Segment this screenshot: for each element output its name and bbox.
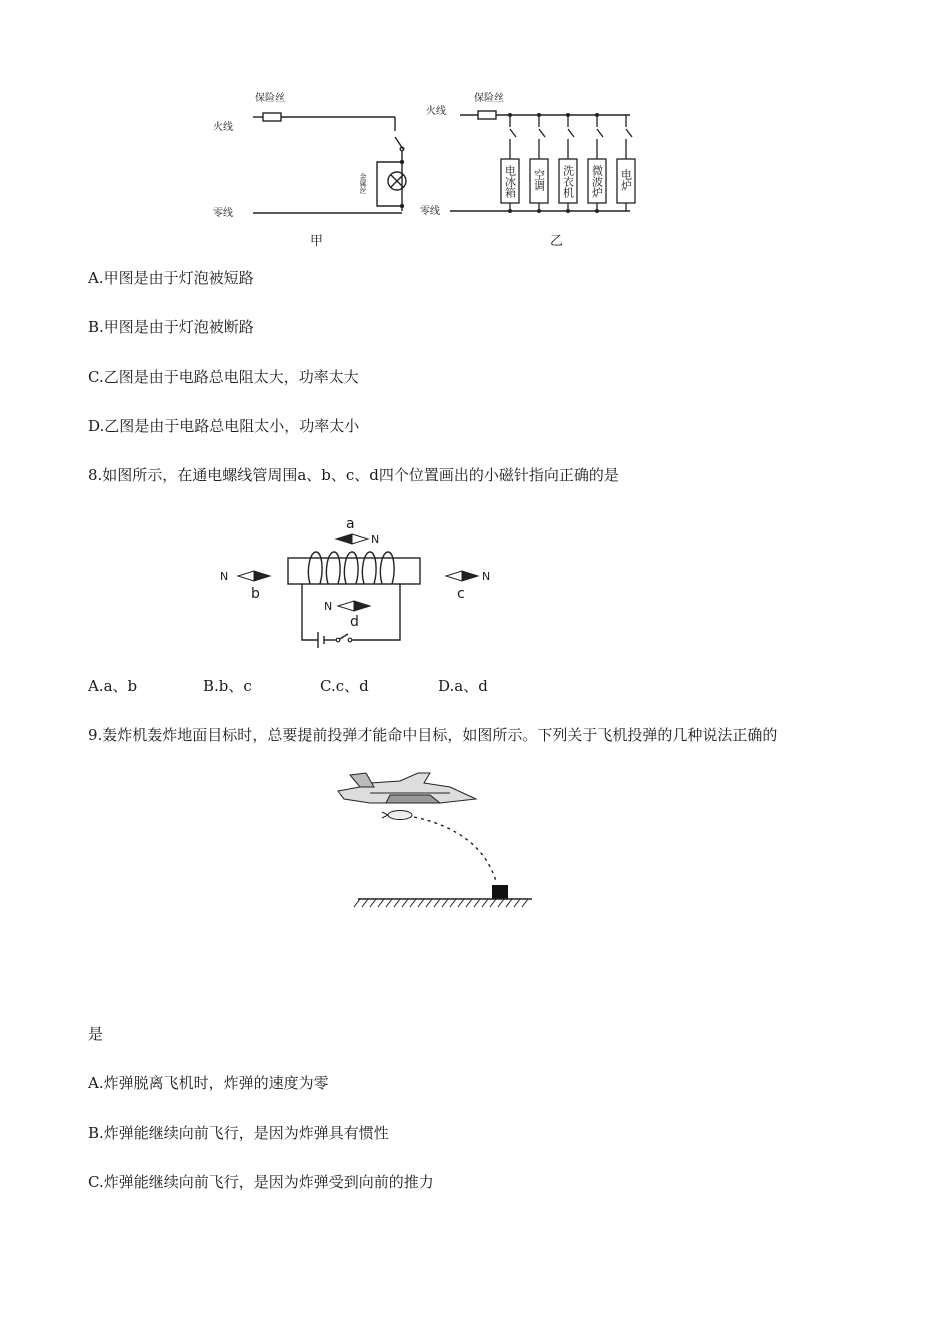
jia-wire-label: 金属丝 xyxy=(359,173,367,194)
q8-option-a: A.a、b xyxy=(88,677,138,695)
label-a: a xyxy=(346,516,355,532)
q7-option-a: A.甲图是由于灯泡被短路 xyxy=(88,269,254,287)
q7-option-b: B.甲图是由于灯泡被断路 xyxy=(88,318,254,336)
q9-stem: 9.轰炸机轰炸地面目标时，总要提前投弹才能命中目标，如图所示。下列关于飞机投弹的几种说法正确的 xyxy=(88,726,778,744)
appliance-fridge-label: 电冰箱 xyxy=(503,165,517,198)
pole-a: N xyxy=(371,533,380,546)
q8-option-c: C.c、d xyxy=(320,677,369,695)
pole-c: N xyxy=(482,570,491,583)
yi-live-label: 火线 xyxy=(426,106,446,117)
q7-option-c: C.乙图是由于电路总电阻太大，功率太大 xyxy=(88,368,359,386)
q9-stem-cont: 是 xyxy=(88,1025,104,1043)
yi-neutral-label: 零线 xyxy=(420,206,440,217)
q8-option-b: B.b、c xyxy=(203,677,252,695)
solenoid-figure xyxy=(210,510,500,660)
needle-c xyxy=(446,571,478,581)
q7-option-d: D.乙图是由于电路总电阻太小，功率太小 xyxy=(88,417,360,435)
appliance-microwave-label: 微波炉 xyxy=(590,165,604,198)
label-d: d xyxy=(350,614,359,630)
yi-fuse-label: 保险丝 xyxy=(474,93,504,104)
ground-hatch xyxy=(354,899,528,907)
appliance-washer-label: 洗衣机 xyxy=(561,165,575,198)
trajectory xyxy=(414,817,496,881)
needle-b xyxy=(238,571,270,581)
jia-caption: 甲 xyxy=(310,234,324,249)
pole-b: N xyxy=(220,570,229,583)
appliance-ac-label: 空调 xyxy=(532,169,546,191)
circuit-figure-jia xyxy=(205,85,435,255)
q8-option-d: D.a、d xyxy=(438,677,488,695)
airplane-icon xyxy=(338,773,476,803)
jia-fuse-label: 保险丝 xyxy=(255,93,285,104)
q9-option-c: C.炸弹能继续向前飞行，是因为炸弹受到向前的推力 xyxy=(88,1173,434,1191)
bomber-figure xyxy=(330,765,540,915)
needle-a xyxy=(336,534,368,544)
jia-neutral-label: 零线 xyxy=(213,208,233,219)
jia-live-label: 火线 xyxy=(213,122,233,133)
target-block xyxy=(492,885,508,899)
label-b: b xyxy=(251,586,260,602)
circuit-figure-yi xyxy=(420,85,660,255)
appliance-stove-label: 电炉 xyxy=(619,169,633,191)
label-c: c xyxy=(457,586,465,602)
pole-d: N xyxy=(324,600,333,613)
yi-caption: 乙 xyxy=(550,234,564,249)
q9-option-a: A.炸弹脱离飞机时，炸弹的速度为零 xyxy=(88,1074,329,1092)
q8-stem: 8.如图所示，在通电螺线管周围a、b、c、d四个位置画出的小磁针指向正确的是 xyxy=(88,466,619,484)
bomb-icon xyxy=(382,811,412,820)
needle-d xyxy=(338,601,370,611)
q9-option-b: B.炸弹能继续向前飞行，是因为炸弹具有惯性 xyxy=(88,1124,389,1142)
